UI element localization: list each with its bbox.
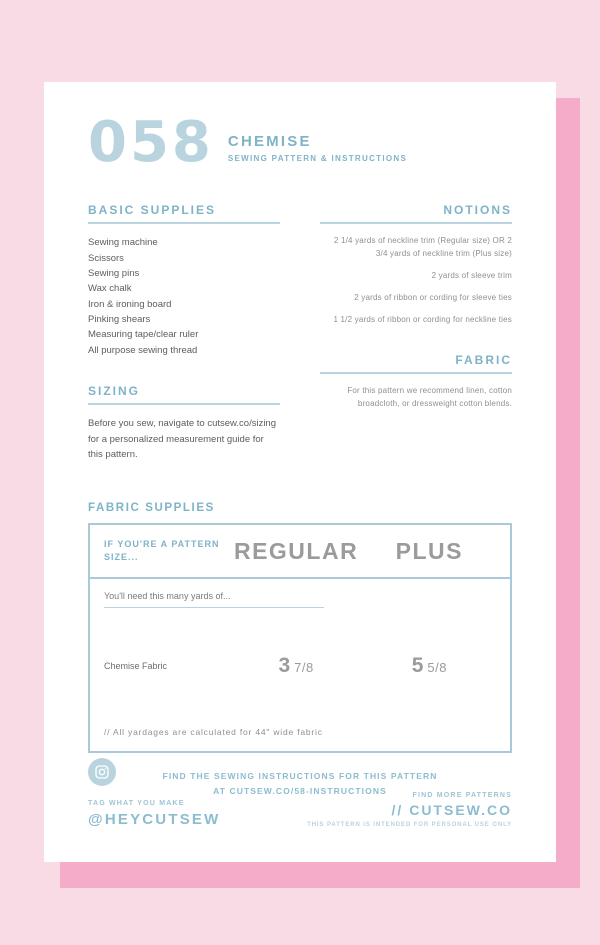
fabric-supplies-table — [88, 523, 512, 753]
table-header-row — [90, 525, 510, 579]
notions-item: 2 yards of sleeve trim — [431, 271, 512, 281]
list-item: Wax chalk — [88, 283, 132, 295]
fabric-heading: FABRIC — [320, 353, 512, 374]
value-plus — [363, 654, 496, 678]
right-column — [320, 203, 512, 488]
notions-section — [320, 203, 512, 327]
fabric-supplies-heading: FABRIC SUPPLIES — [88, 502, 215, 515]
instagram-icon[interactable] — [88, 758, 116, 786]
info-columns — [88, 203, 512, 488]
value-plus-fraction: 5/8 — [427, 660, 447, 676]
sizing-note: Before you sew, navigate to cutsew.co/sizing for a personalized measurement guide for this pattern. — [88, 418, 276, 460]
list-item: Sewing machine — [88, 237, 158, 249]
footer-right — [307, 792, 512, 828]
table-row — [104, 654, 496, 678]
basic-supplies-section — [88, 203, 280, 358]
list-item: Measuring tape/clear ruler — [88, 329, 199, 341]
fabric-note: For this pattern we recommend linen, cotton broadcloth, or dressweight cotton blends. — [347, 385, 512, 408]
pattern-sheet — [44, 82, 556, 862]
value-regular-fraction: 7/8 — [294, 660, 314, 676]
value-regular — [229, 654, 362, 678]
size-prompt-label: IF YOU'RE A PATTERN SIZE... — [104, 539, 220, 563]
find-more-label: FIND MORE PATTERNS — [412, 792, 512, 799]
footer-left — [88, 758, 220, 828]
title-group — [228, 133, 407, 169]
sizing-heading: SIZING — [88, 384, 280, 405]
notions-heading: NOTIONS — [320, 203, 512, 224]
list-item: Pinking shears — [88, 314, 151, 326]
sizing-section — [88, 384, 280, 462]
tag-label: TAG WHAT YOU MAKE — [88, 800, 185, 807]
personal-use-notice: THIS PATTERN IS INTENDED FOR PERSONAL USE ONLY — [307, 822, 512, 828]
row-label-chemise-fabric: Chemise Fabric — [104, 660, 168, 671]
list-item: Scissors — [88, 252, 124, 264]
basic-supplies-heading: BASIC SUPPLIES — [88, 203, 280, 224]
list-item: Sewing pins — [88, 267, 140, 279]
column-header-plus: PLUS — [395, 537, 463, 564]
callout-line-2: AT CUTSEW.CO/58-INSTRUCTIONS — [213, 785, 387, 796]
document-footer — [88, 758, 512, 828]
page-subtitle: SEWING PATTERN & INSTRUCTIONS — [227, 154, 408, 164]
left-column — [88, 203, 280, 488]
notions-item: 1 1/2 yards of ribbon or cording for neckline ties — [333, 315, 512, 324]
notions-item: 2 1/4 yards of neckline trim (Regular size) OR 2 3/4 yards of neckline trim (Plus size) — [333, 236, 512, 259]
basic-supplies-list — [88, 235, 280, 358]
value-regular-whole: 3 — [278, 654, 292, 678]
notions-item: 2 yards of ribbon or cording for sleeve ties — [354, 293, 512, 303]
instagram-handle[interactable]: @HEYCUTSEW — [88, 811, 221, 828]
yards-label: You'll need this many yards of... — [104, 591, 324, 608]
table-footnote: // All yardages are calculated for 44" wide fabric — [104, 727, 323, 738]
document-header — [88, 110, 512, 175]
value-plus-whole: 5 — [411, 654, 425, 678]
column-header-regular: REGULAR — [233, 537, 359, 564]
page-title: CHEMISE — [227, 133, 312, 151]
pattern-number: 058 — [88, 110, 214, 175]
site-link[interactable]: // CUTSEW.CO — [391, 802, 512, 818]
callout-line-1: FIND THE SEWING INSTRUCTIONS FOR THIS PATTERN — [162, 771, 438, 782]
list-item: Iron & ironing board — [88, 298, 172, 310]
fabric-section — [320, 353, 512, 411]
list-item: All purpose sewing thread — [88, 344, 198, 356]
table-body — [90, 579, 510, 751]
